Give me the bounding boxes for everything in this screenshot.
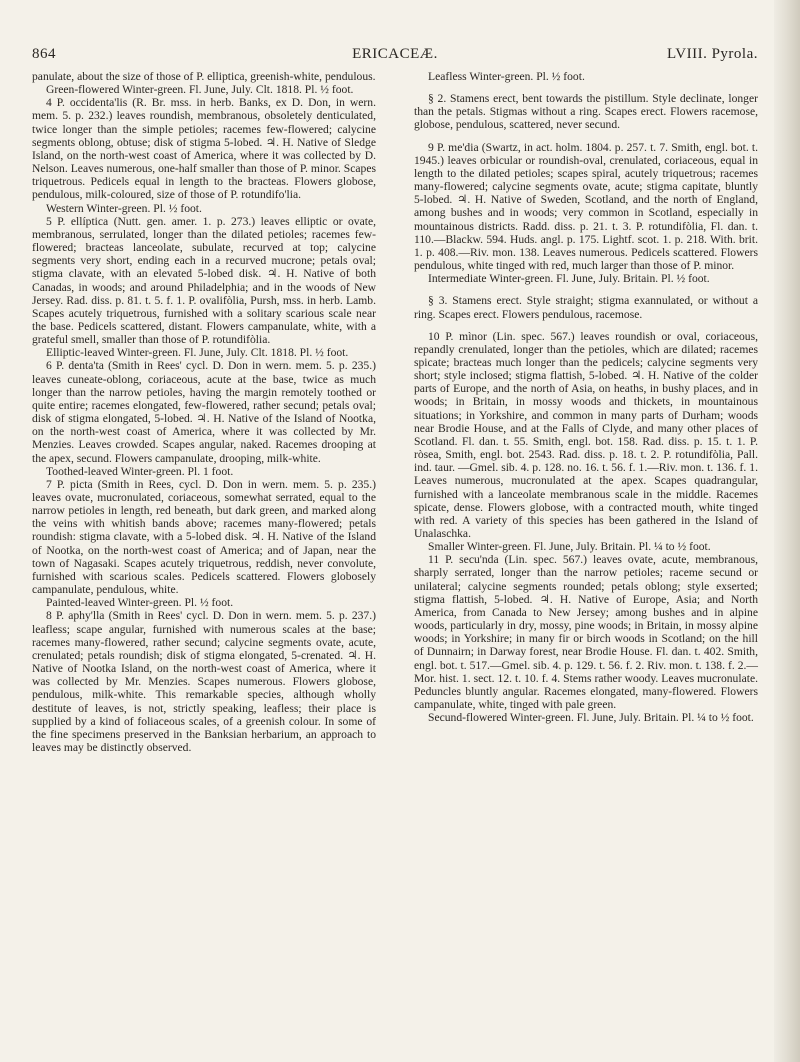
page-gutter-shadow [774, 0, 800, 1062]
running-head [32, 46, 758, 66]
species-entry: 11 P. secu'nda (Lin. spec. 567.) leaves ovate, acute, membranous, sharply serrated, longer than the narrow petioles; raceme secund or unilateral; calycine segments rounded; petals oblong; style exserted; stigma flattish, 5-lobed. ♃. H. Native of Europe, Asia; and North America, from Canada to New Jersey; among bushes and in alpine woods, particularly in dry, mossy, pine woods; in Britain, in mossy alpine woods; in Yorkshire; in many fir or birch woods in Scotland; on the hill of Dunnairn; in Darway forest, near Brodie House. Fl. dan. t. 402. Smith, engl. bot. t. 517.—Gmel. sib. 4. p. 129. t. 56. f. 2. Riv. mon. t. 138. f. 2.—Mor. hist. 1. sect. 12. t. 10. f. 4. Stems rather woody. Leaves mucronulate. Peduncles bluntly angular. Racemes elongated, many-flowered. Flowers campanulate, white, tinged with pale green. [414, 553, 758, 712]
species-entry: 4 P. occidenta'lis (R. Br. mss. in herb. Banks, ex D. Don, in wern. mem. 5. p. 232.) leaves roundish, membranous, obsoletely denticulated, twice longer than the simple petioles; racemes few-flowered; calycine segments oblong, obtuse; disk of stigma 5-lobed. ♃. H. Native of Sledge Island, on the north-west coast of America, where it was collected by D. Nelson. Leaves numerous, one-half smaller than those of P. minor. Scapes triquetrous. Pedicels equal in length to the bracteas. Flowers globose, pendulous, milk-coloured, size of those of P. rotundifo'lia. [32, 96, 376, 202]
section-heading: § 2. Stamens erect, bent towards the pistillum. Style declinate, longer than the petals. Stigmas without a ring. Scapes erect. Flowers racemose, globose, pendulous, scattered, never secund. [414, 92, 758, 132]
section-heading: § 3. Stamens erect. Style straight; stigma exannulated, or without a ring. Scapes erect. Flowers pendulous, racemose. [414, 294, 758, 321]
species-entry: 6 P. denta'ta (Smith in Rees' cycl. D. Don in wern. mem. 5. p. 235.) leaves cuneate-oblong, coriaceous, acute at the base, twice as much longer than the narrow petioles, having the margin remotely toothed or quite entire; racemes elongated, few-flowered, rather secund; petals oval; disk of stigma elongated, 5-lobed. ♃. H. Native of the Island of Nootka, on the north-west coast of America, where it was collected by Mr. Menzies. Leaves crowded. Scapes angular, naked. Racemes drooping at the apex, secund. Flowers campanulate, drooping, milk-white. [32, 359, 376, 465]
paragraph: Secund-flowered Winter-green. Fl. June, July. Britain. Pl. ¼ to ½ foot. [428, 711, 754, 725]
species-entry: 10 P. mìnor (Lin. spec. 567.) leaves roundish or oval, coriaceous, repandly crenulated, longer than the petioles, which are dilated; racemes spicate; bracteas much longer than the pedicels; calycine segments very short; style inclosed; stigma flattish, 5-lobed. ♃. H. Native of the colder parts of Europe, and the north of Asia, on heaths, in bushy places, and in woods; in Britain, in mossy woods and thickets, in mountainous situations; in Yorkshire, and common in many parts of Durham; woods near Brodie House, and at the Falls of Clyde, and many other places of Scotland. Fl. dan. t. 55. Smith, engl. bot. 158. Rad. diss. p. 15. t. 1. P. ròsea, Smith, engl. bot. 2543. Rad. diss. p. 18. t. 2. P. rotundifòlia, Pall. ind. taur. —Gmel. sib. 4. p. 128. no. 16. t. 56. f. 1.—Riv. mon. t. 136. f. 1. Leaves numerous, mucronulated at the apex. Scapes quadrangular, furnished with a lanceolate membranous scale in the middle. Racemes spicate, dense. Flowers globose, with a contracted mouth, white tinged with red. A variety of this species has been gathered in the Island of Unalaschka. [414, 329, 758, 540]
paragraph: Western Winter-green. Pl. ½ foot. [46, 201, 202, 215]
paragraph: Toothed-leaved Winter-green. Pl. 1 foot. [46, 464, 234, 478]
paragraph: Leafless Winter-green. Pl. ½ foot. [428, 70, 585, 83]
paragraph: Intermediate Winter-green. Fl. June, July. Britain. Pl. ½ foot. [428, 272, 710, 286]
paragraph: panulate, about the size of those of P. elliptica, greenish-white, pendulous. [32, 70, 376, 83]
species-entry: 8 P. aphy'lla (Smith in Rees' cycl. D. Don in wern. mem. 5. p. 237.) leafless; scape angular, furnished with numerous scales at the base; racemes many-flowered, rather secund; calycine segments ovate, acute, crenulated; petals roundish; disk of stigma elongated, 5-crenated. ♃. H. Native of Nootka Island, on the north-west coast of America, where it was collected by Mr. Menzies. Scapes numerous. Flowers globose, pendulous, milk-white. This remarkable species, although wholly destitute of leaves, is not, strictly speaking, leafless; their place is supplied by a kind of foliaceous scales, of a greenish colour. In some of the fine specimens preserved in the Banksian herbarium, an approach to leaves may be distinctly observed. [32, 609, 376, 754]
paragraph: Smaller Winter-green. Fl. June, July. Britain. Pl. ¼ to ½ foot. [428, 540, 711, 554]
genus-heading: LVIII. Pyrola. [666, 46, 758, 62]
paragraph: Green-flowered Winter-green. Fl. June, July. Clt. 1818. Pl. ½ foot. [46, 83, 354, 97]
paragraph: Elliptic-leaved Winter-green. Fl. June, July. Clt. 1818. Pl. ½ foot. [46, 346, 349, 360]
species-entry: 7 P. picta (Smith in Rees, cycl. D. Don in wern. mem. 5. p. 235.) leaves ovate, mucronulated, coriaceous, somewhat serrated, equal to the narrow petioles in length, red beneath, but dark green, and marked along the veins with whitish bands above; racemes many-flowered; petals roundish: stigma clavate, with a 5-lobed disk. ♃. H. Native of the Island of Nootka, on the north-west coast of America; and of Japan, near the town of Nagasaki. Scapes acutely triquetrous, reddish, never convolute, furnished with scarious scales. Pedicels scattered. Flowers globosely campanulate, pendulous, white. [32, 477, 376, 597]
family-heading: ERICACEÆ. [352, 46, 438, 62]
species-entry: 9 P. me'dia (Swartz, in act. holm. 1804. p. 257. t. 7. Smith, engl. bot. t. 1945.) leaves orbicular or roundish-oval, crenulated, coriaceous, equal in length to the dilated petioles; scapes spiral, acutely triquetrous; racemes many-flowered; calycine segments ovate, acute; stigma capitate, bluntly 5-lobed. ♃. H. Native of Sweden, Scotland, and the north of England, among bushes and in woods; very common in Scotland, especially in mountainous districts. Radd. diss. p. 21. t. 3. P. rotundifòlia, Fl. dan. t. 110.—Blackw. 594. Huds. angl. p. 175. Lightf. scot. 1. p. 218. With. brit. 1. p. 408.—Riv. mon. 138. Leaves numerous. Pedicels scattered. Flowers pendulous, white tinged with red, much larger than those of P. minor. [414, 140, 758, 273]
paragraph: Painted-leaved Winter-green. Pl. ½ foot. [46, 596, 234, 610]
page-number: 864 [32, 46, 56, 62]
species-entry: 5 P. ellíptica (Nutt. gen. amer. 1. p. 273.) leaves elliptic or ovate, membranous, serrulated, longer than the dilated petioles; racemes few-flowered; bracteas lanceolate, subulate, recurved at top; calycine segments very short, ending each in a recurved mucrone; petals oval; stigma clavate, with an elevated 5-lobed disk. ♃. H. Native of both Canadas, in woods; and around Philadelphia; and in the woods of New Jersey. Rad. diss. p. 81. t. 5. f. 1. P. ovalifòlia, Pursh, mss. in herb. Lamb. Scapes acutely triquetrous, furnished with a solitary scarious scale near the base. Pedicels scattered, distant. Flowers campanulate, white, with a grateful smell, smaller than those of P. rotundifòlia. [32, 214, 376, 347]
left-column [32, 70, 376, 754]
right-column [414, 70, 758, 724]
